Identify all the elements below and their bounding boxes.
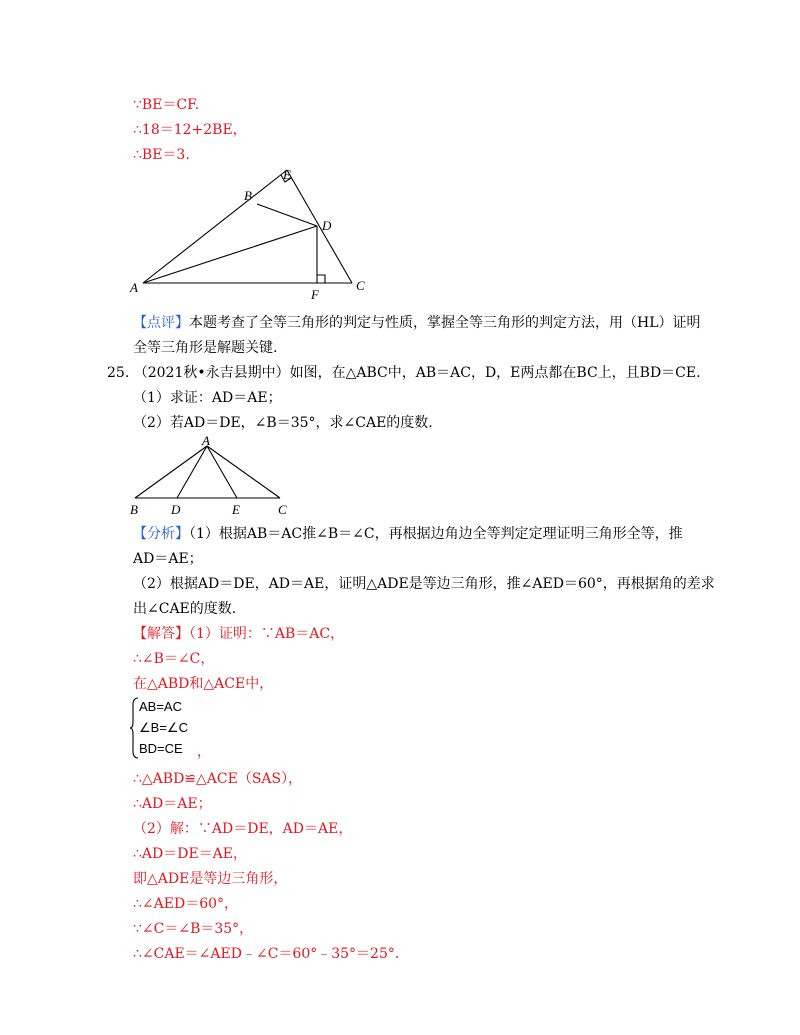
step-be-result: ∴BE＝3. — [133, 147, 190, 163]
solution-line-3: 在△ABD和△ACE中， — [133, 676, 274, 692]
segment-ad — [177, 446, 207, 498]
analysis-tag: 【分析】 — [133, 526, 189, 542]
system-row-2: ∠B=∠C — [139, 720, 188, 735]
solution-line-4: ∴△ABD≌△ACE（SAS）， — [133, 771, 303, 787]
label-c: C — [278, 502, 287, 517]
solution-line-10: ∵∠C＝∠B＝35°， — [133, 921, 254, 937]
solution-line-6: （2）解：∵AD＝DE，AD＝AE， — [133, 821, 353, 837]
label-b: B — [244, 188, 252, 203]
problem-stem: 25. （2021秋•永吉县期中）如图，在△ABC中，AB＝AC，D，E两点都在BC上，且BD＝CE. — [107, 365, 701, 381]
review-tag: 【点评】 — [133, 315, 189, 331]
solution-tag: 【解答】 — [133, 626, 189, 642]
label-a: A — [130, 280, 138, 295]
segment-ab — [135, 446, 207, 498]
figure-triangle-abc-1 — [120, 162, 380, 304]
label-d: D — [171, 502, 181, 517]
system-row-1: AB=AC — [139, 699, 182, 714]
solution-line-5: ∴AD＝AE； — [133, 796, 212, 812]
segment-ec — [287, 170, 352, 283]
problem-part-2: （2）若AD＝DE，∠B＝35°，求∠CAE的度数. — [133, 415, 433, 431]
label-e: E — [232, 502, 240, 517]
solution-line-7: ∴AD＝DE＝AE， — [133, 846, 248, 862]
segment-ad — [143, 226, 317, 283]
step-be-equals-cf: ∵BE＝CF. — [133, 97, 200, 113]
analysis-line-4: 出∠CAE的度数. — [133, 601, 237, 617]
right-angle-f — [317, 275, 325, 283]
review-line-2: 全等三角形是解题关键. — [133, 340, 278, 356]
label-c: C — [356, 278, 365, 293]
segment-ae — [143, 170, 287, 283]
problem-part-1: （1）求证：AD＝AE； — [133, 390, 282, 406]
label-f: F — [311, 287, 319, 302]
label-b: B — [130, 502, 138, 517]
step-equation: ∴18＝12+2BE， — [133, 122, 247, 138]
label-e: E — [283, 167, 291, 182]
problem-number: 25. — [107, 365, 130, 381]
review-line-1: 【点评】本题考查了全等三角形的判定与性质，掌握全等三角形的判定方法，用（HL）证明 — [133, 315, 701, 331]
solution-line-8: 即△ADE是等边三角形， — [133, 871, 288, 887]
label-a: A — [202, 434, 210, 448]
segment-ac — [207, 446, 280, 498]
analysis-line-2: AD＝AE； — [133, 551, 203, 567]
segment-ae — [207, 446, 237, 498]
label-d: D — [322, 218, 332, 233]
solution-line-11: ∴∠CAE＝∠AED﹣∠C＝60°﹣35°＝25°. — [133, 946, 400, 962]
system-row-3: BD=CE — [139, 741, 183, 756]
solution-line-9: ∴∠AED＝60°， — [133, 896, 239, 912]
analysis-line-3: （2）根据AD＝DE，AD＝AE，证明△ADE是等边三角形，推∠AED＝60°，再根据角的差求 — [133, 576, 715, 592]
solution-line-1: 【解答】（1）证明：∵AB＝AC， — [133, 626, 345, 642]
analysis-line-1: 【分析】（1）根据AB＝AC推∠B＝∠C，再根据边角边全等判定定理证明三角形全等，推 — [133, 526, 683, 542]
solution-line-2: ∴∠B＝∠C， — [133, 651, 215, 667]
system-comma: ， — [197, 744, 211, 760]
figure-triangle-abc-2 — [125, 434, 300, 518]
